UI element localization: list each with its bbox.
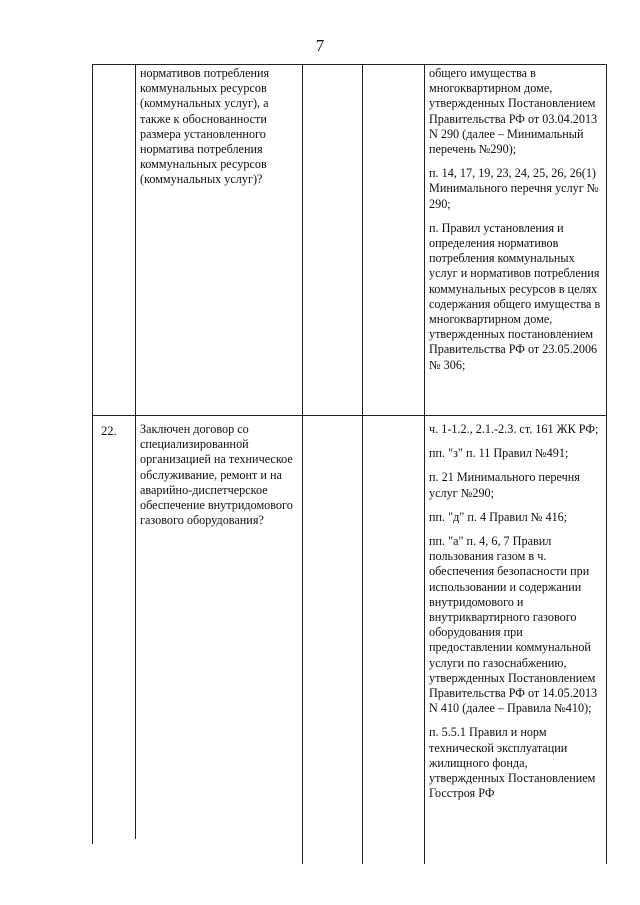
column-divider-2 bbox=[302, 64, 303, 864]
table-top-border bbox=[92, 64, 607, 65]
references-cell bbox=[429, 422, 601, 810]
column-divider-3 bbox=[362, 64, 363, 864]
reference-item: пп. "а" п. 4, 6, 7 Правил пользования газом в ч. обеспечения безопасности при использовании и содержании внутридомового и внутриквартирного газового оборудования при предоставлении коммунальной услуги по газоснабжению, утвержденных Постановлением Правительства РФ от 14.05.2013 N 410 (далее – Правила №410); bbox=[429, 534, 598, 716]
reference-item: общего имущества в многоквартирном доме, утвержденных Постановлением Правительства РФ от 03.04.2013 N 290 (далее – Минимальный перечень №290); bbox=[429, 66, 598, 157]
table-border-left bbox=[92, 64, 93, 844]
page-number: 7 bbox=[315, 36, 325, 55]
requirements-table bbox=[92, 64, 607, 864]
references-cell bbox=[429, 66, 601, 382]
row-number: 22. bbox=[101, 424, 117, 438]
column-divider-1 bbox=[135, 64, 136, 839]
reference-item: п. 21 Минимального перечня услуг №290; bbox=[429, 470, 580, 500]
reference-item: пп. "д" п. 4 Правил № 416; bbox=[429, 509, 568, 524]
reference-item: п. 5.5.1 Правил и норм технической эксплуатации жилищного фонда, утвержденных Постановлением Госстроя РФ bbox=[429, 725, 596, 801]
question-cell bbox=[140, 66, 298, 197]
question-text: Заключен договор со специализированной организацией на техническое обслуживание, ремонт и на аварийно-диспетчерское обеспечение внутридомового газового оборудования? bbox=[140, 422, 293, 528]
row-divider bbox=[92, 415, 607, 416]
reference-item: пп. "з" п. 11 Правил №491; bbox=[429, 446, 569, 461]
reference-item: п. Правил установления и определения нормативов потребления коммунальных услуг и нормативов потребления коммунальных ресурсов в целях содержания общего имущества в многоквартирном доме, утвержденных постановлением Правительства РФ от 23.05.2006 № 306; bbox=[429, 220, 601, 372]
column-divider-4 bbox=[424, 64, 425, 864]
question-text: нормативов потребления коммунальных ресурсов (коммунальных услуг), а также к обоснованности размера установленного норматива потребления коммунальных ресурсов (коммунальных услуг)? bbox=[140, 66, 270, 187]
reference-item: ч. 1-1.2., 2.1.-2.3. ст. 161 ЖК РФ; bbox=[429, 422, 599, 436]
question-cell bbox=[140, 422, 298, 537]
reference-item: п. 14, 17, 19, 23, 24, 25, 26, 26(1) Минимального перечня услуг № 290; bbox=[429, 166, 599, 211]
table-border-right bbox=[606, 64, 607, 864]
